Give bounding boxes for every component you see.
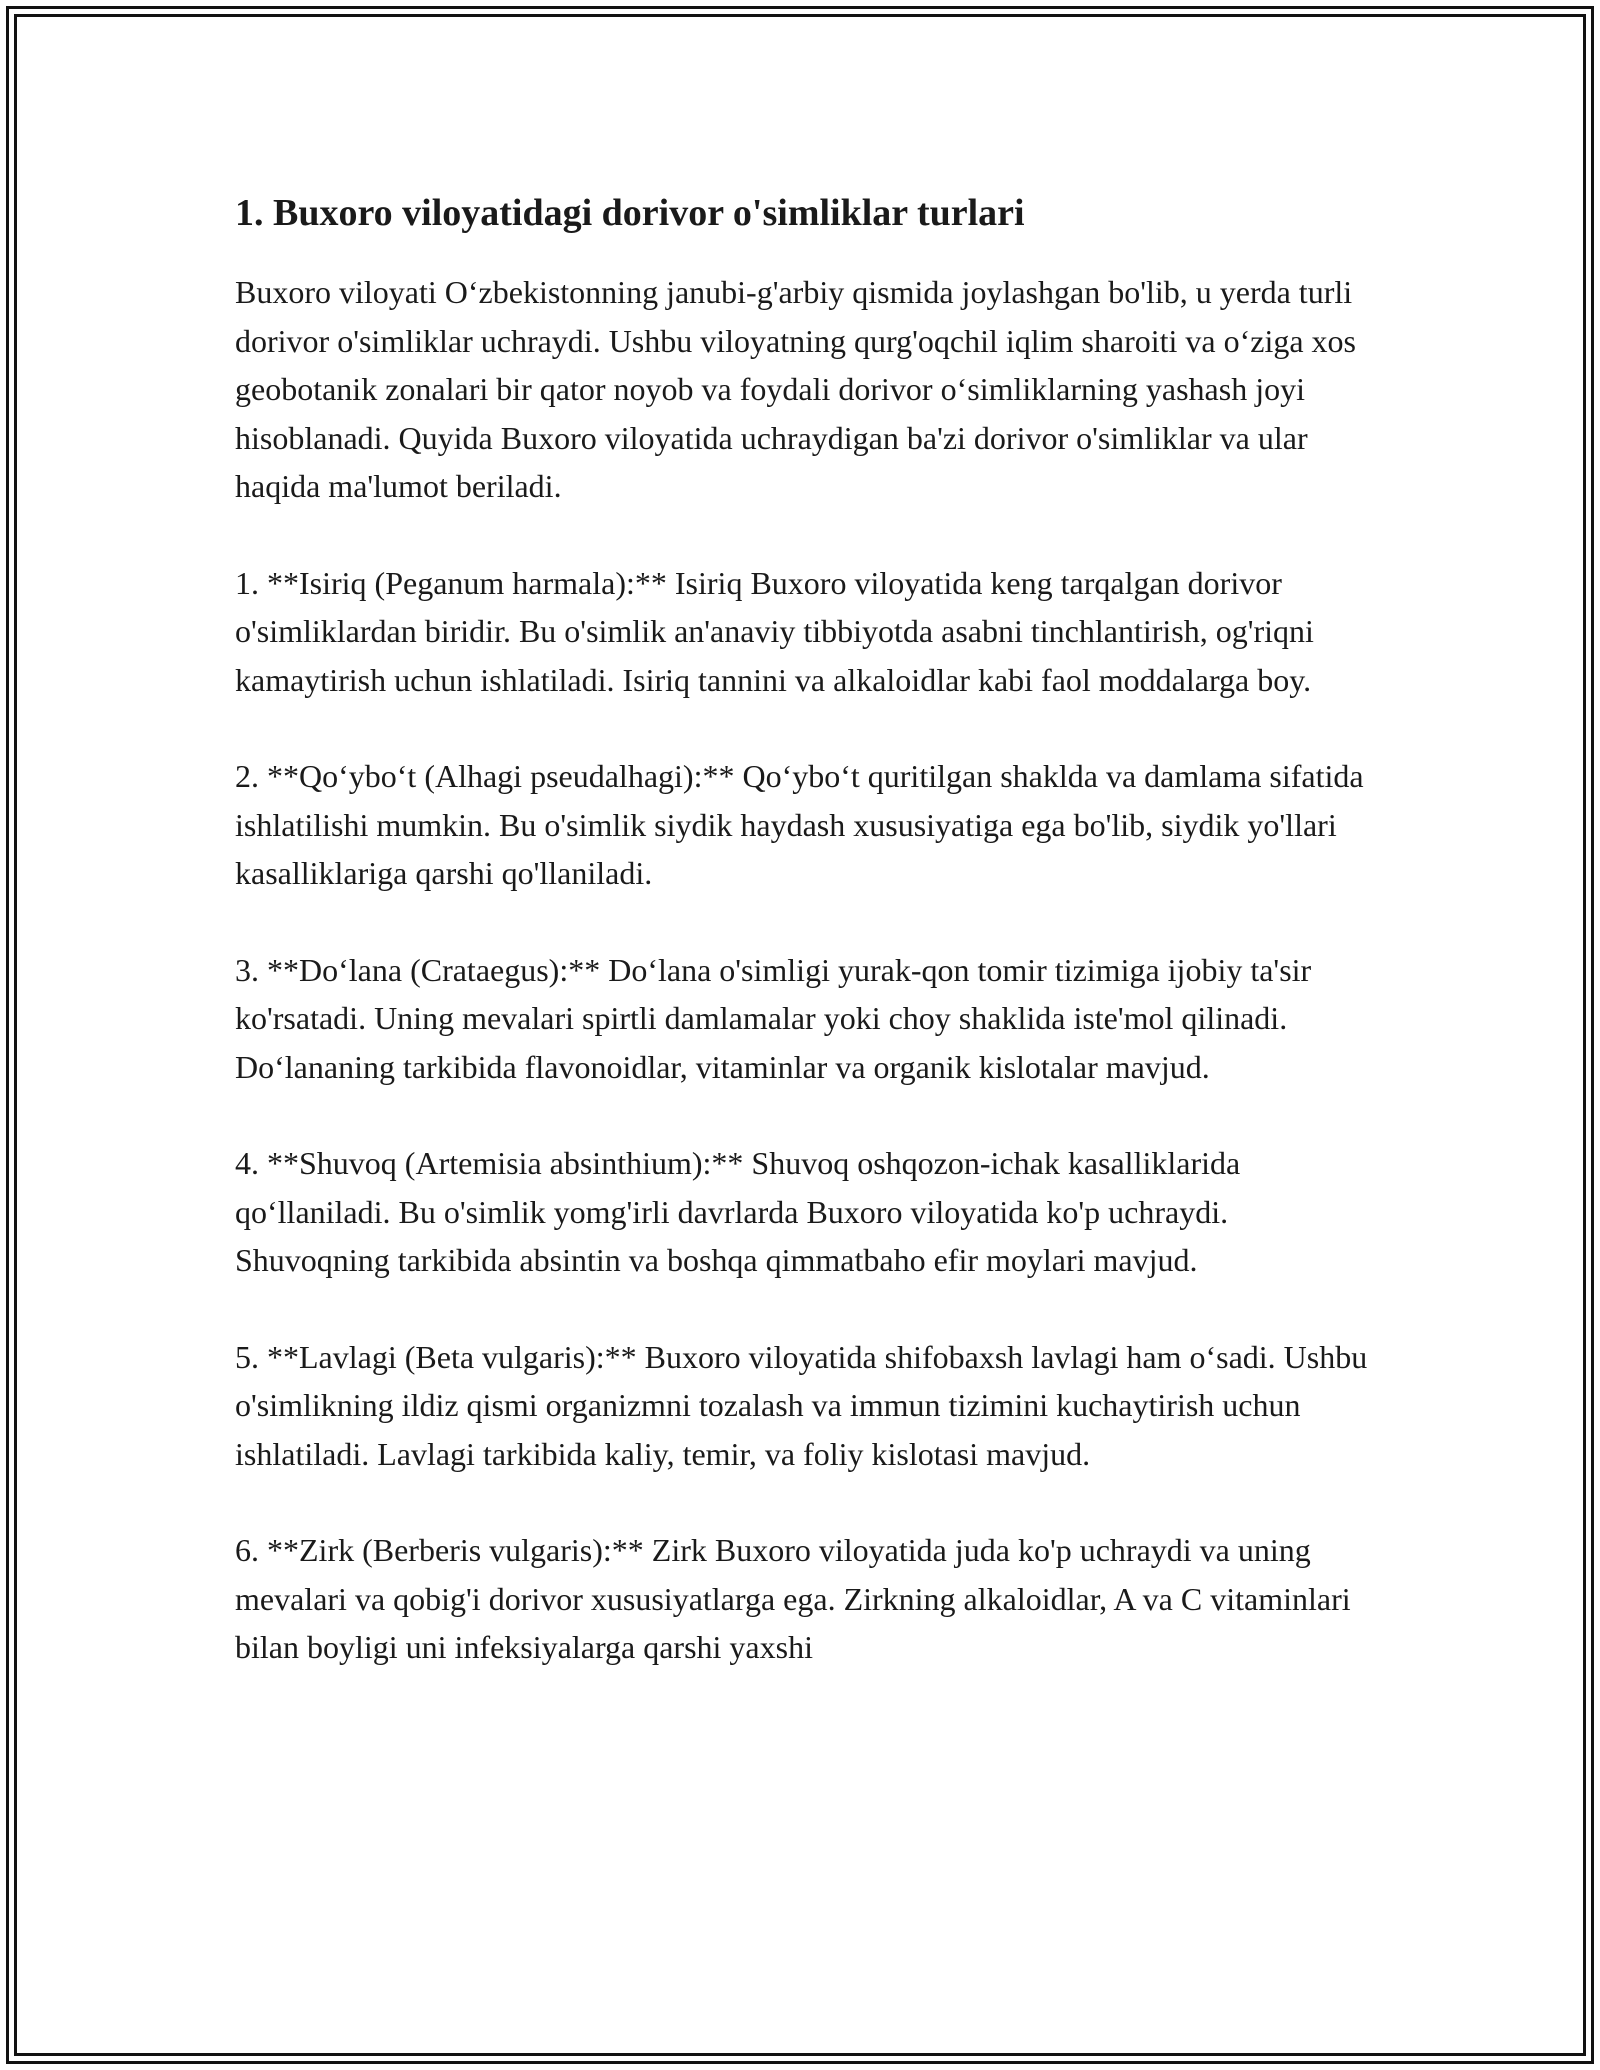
paragraph-lavlagi: 5. **Lavlagi (Beta vulgaris):** Buxoro viloyatida shifobaxsh lavlagi ham o‘sadi. Ushbu o'simlikning ildiz qismi organizmni tozalash va immun tizimini kuchaytirish uchun ishlatiladi. Lavlagi tarkibida kaliy, temir, va foliy kislotasi mavjud. — [235, 1338, 1368, 1472]
document-body — [235, 180, 1375, 1720]
paragraph-zirk: 6. **Zirk (Berberis vulgaris):** Zirk Buxoro viloyatida juda ko'p uchraydi va uning mevalari va qobig'i dorivor xususiyatlarga ega. Zirkning alkaloidlar, A va C vitaminlari bilan boyligi uni infeksiyalarga qarshi yaxshi — [235, 1532, 1351, 1665]
paragraph-qoybot: 2. **Qo‘ybo‘t (Alhagi pseudalhagi):** Qo‘ybo‘t quritilgan shaklda va damlama sifatida ishlatilishi mumkin. Bu o'simlik siydik haydash xususiyatiga ega bo'lib, siydik yo'llari kasalliklariga qarshi qo'llaniladi. — [235, 758, 1364, 891]
paragraph-isiriq: 1. **Isiriq (Peganum harmala):** Isiriq Buxoro viloyatida keng tarqalgan dorivor o'simliklardan biridir. Bu o'simlik an'anaviy tibbiyotda asabni tinchlantirish, og'riqni kamaytirish uchun ishlatiladi. Isiriq tannini va alkaloidlar kabi faol moddalarga boy. — [235, 564, 1314, 698]
paragraph-shuvoq: 4. **Shuvoq (Artemisia absinthium):** Shuvoq oshqozon-ichak kasalliklarida qo‘llaniladi. Bu o'simlik yomg'irli davrlarda Buxoro viloyatida ko'p uchraydi. Shuvoqning tarkibida absintin va boshqa qimmatbaho efir moylari mavjud. — [235, 1145, 1241, 1278]
paragraph-dolana: 3. **Do‘lana (Crataegus):** Do‘lana o'simligi yurak-qon tomir tizimiga ijobiy ta'sir ko'rsatadi. Uning mevalari spirtli damlamalar yoki choy shaklida iste'mol qilinadi. Do‘lananing tarkibida flavonoidlar, vitaminlar va organik kislotalar mavjud. — [235, 951, 1312, 1085]
intro-paragraph: Buxoro viloyati O‘zbekistonning janubi-g'arbiy qismida joylashgan bo'lib, u yerda turli dorivor o'simliklar uchraydi. Ushbu viloyatning qurg'oqchil iqlim sharoiti va o‘ziga xos geobotanik zonalari bir qator noyob va foydali dorivor o‘simliklarning yashash joyi hisoblanadi. Quyida Buxoro viloyatida uchraydigan ba'zi dorivor o'simliklar va ular haqida ma'lumot beriladi. — [235, 274, 1356, 504]
section-heading: 1. Buxoro viloyatidagi dorivor o'simliklar turlari — [235, 192, 1025, 234]
